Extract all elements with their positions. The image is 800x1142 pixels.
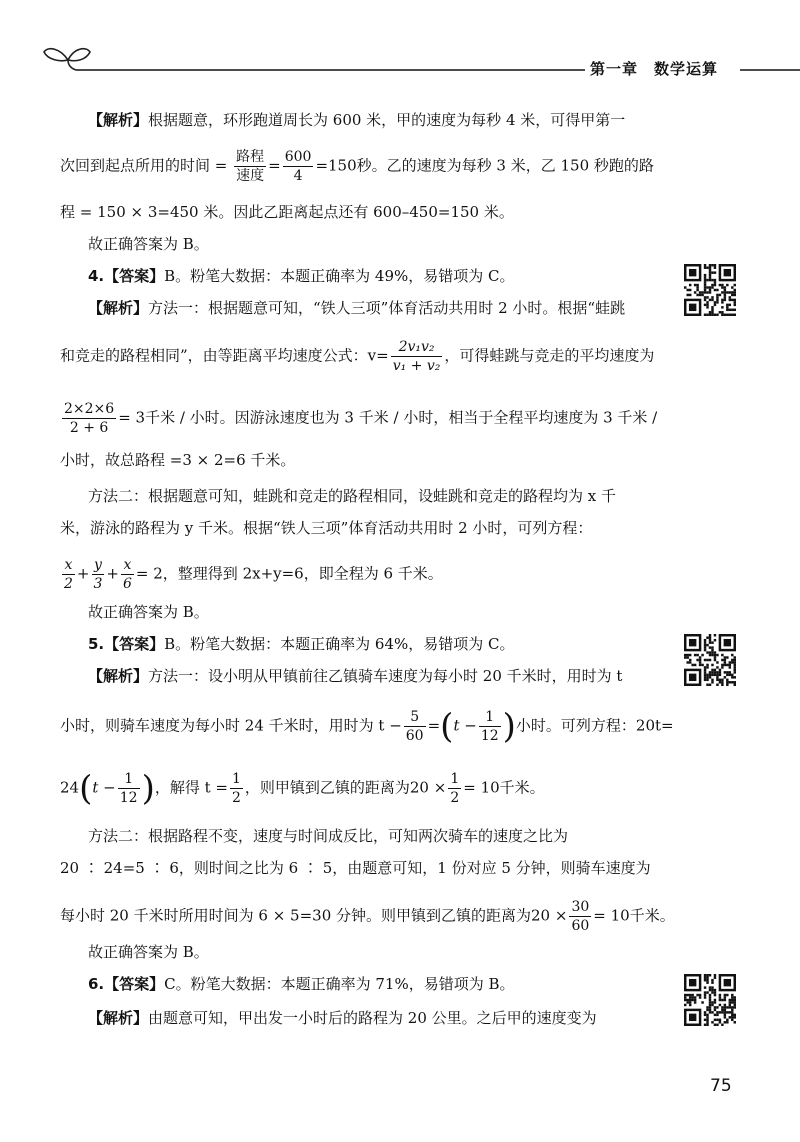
fraction xyxy=(230,770,243,807)
numerator: 1 xyxy=(479,708,501,727)
text-span: = 10千米。 xyxy=(463,778,545,797)
text-line xyxy=(88,1008,597,1028)
text-span: = 2，整理得到 2x+y=6，即全程为 6 千米。 xyxy=(135,564,443,583)
text-span: B。粉笔大数据：本题正确率为 64%，易错项为 C。 xyxy=(164,635,515,653)
numerator: 5 xyxy=(404,708,426,727)
text-line: 故正确答案为 B。 xyxy=(88,603,209,621)
fraction xyxy=(118,770,140,807)
text-line xyxy=(60,400,657,437)
text-span: t − xyxy=(92,778,116,797)
fraction xyxy=(234,148,266,185)
text-line xyxy=(60,556,443,593)
qr-code-icon[interactable] xyxy=(684,634,736,686)
denominator: 速度 xyxy=(236,168,265,184)
paren-right: ) xyxy=(502,706,516,747)
text-span: = 3千米 / 小时。因游泳速度也为 3 千米 / 小时，相当于全程平均速度为 3 千米 / xyxy=(118,408,658,427)
fraction xyxy=(404,708,426,745)
denominator: 12 xyxy=(480,728,499,744)
denominator: 2 xyxy=(231,790,241,806)
sprout-icon xyxy=(44,49,90,70)
text-line xyxy=(60,708,674,745)
text-line xyxy=(88,266,515,286)
fraction xyxy=(448,770,461,807)
text-span: = xyxy=(427,716,441,735)
paren-right: ) xyxy=(141,768,155,809)
numerator: 2×2×6 xyxy=(64,401,115,417)
denominator: 4 xyxy=(293,168,303,184)
text-span: =150秒。乙的速度为每秒 3 米，乙 150 秒跑的路 xyxy=(315,156,654,175)
paren-left: ( xyxy=(79,768,93,809)
numerator: 600 xyxy=(284,149,312,165)
fraction xyxy=(121,556,134,593)
text-span: 由题意可知，甲出发一小时后的路程为 20 公里。之后甲的速度变为 xyxy=(148,1009,597,1027)
denominator: 2 + 6 xyxy=(69,420,109,436)
text-span: ，可得蛙跳与竞走的平均速度为 xyxy=(444,346,655,365)
denominator: v₁ + v₂ xyxy=(392,358,441,374)
fraction xyxy=(62,556,75,593)
text-line: 20 ∶ 24=5 ∶ 6，则时间之比为 6 ∶ 5，由题意可知，1 份对应 5 分钟，则骑车速度为 xyxy=(60,859,651,877)
numerator: 1 xyxy=(450,771,460,787)
denominator: 60 xyxy=(571,918,590,934)
answer-label: 6.【答案】 xyxy=(88,975,165,993)
numerator: 1 xyxy=(231,771,241,787)
text-span: t − xyxy=(453,716,477,735)
page-header xyxy=(0,0,800,90)
text-span: + xyxy=(76,564,90,583)
numerator: x xyxy=(62,556,75,575)
analysis-label: 【解析】 xyxy=(88,1009,149,1027)
analysis-label: 【解析】 xyxy=(88,111,149,129)
numerator: x xyxy=(121,556,134,575)
numerator: 路程 xyxy=(236,149,265,165)
text-line xyxy=(60,148,654,185)
text-span: 24 xyxy=(60,778,80,797)
text-span: 小时，则骑车速度为每小时 24 千米时，用时为 t − xyxy=(60,716,402,735)
text-span: 每小时 20 千米时所用时间为 6 × 5=30 分钟。则甲镇到乙镇的距离为20 × xyxy=(60,906,568,925)
text-line xyxy=(60,338,654,375)
numerator: 1 xyxy=(118,770,140,789)
numerator: 30 xyxy=(571,899,590,915)
text-span: B。粉笔大数据：本题正确率为 49%，易错项为 C。 xyxy=(164,267,515,285)
text-line: 方法二：根据题意可知，蛙跳和竞走的路程相同，设蛙跳和竞走的路程均为 x 千 xyxy=(88,487,616,505)
qr-code-icon[interactable] xyxy=(684,264,736,316)
text-line xyxy=(88,666,622,686)
text-line xyxy=(88,974,515,994)
text-span: ，则甲镇到乙镇的距离为20 × xyxy=(244,778,447,797)
text-line: 米，游泳的路程为 y 千米。根据“铁人三项”体育活动共用时 2 小时，可列方程： xyxy=(60,519,593,537)
chapter-title: 第一章 数学运算 xyxy=(590,60,719,78)
fraction xyxy=(92,556,105,593)
text-line: 小时，故总路程 =3 × 2=6 千米。 xyxy=(60,451,296,469)
analysis-label: 【解析】 xyxy=(88,667,149,685)
denominator: 2 xyxy=(450,790,460,806)
text-line xyxy=(88,110,625,130)
text-line: 方法二：根据路程不变，速度与时间成反比，可知两次骑车的速度之比为 xyxy=(88,827,569,845)
text-span: C。粉笔大数据：本题正确率为 71%，易错项为 B。 xyxy=(164,975,515,993)
qr-code-icon[interactable] xyxy=(684,974,736,1026)
page-number: 75 xyxy=(710,1076,732,1096)
text-line xyxy=(60,770,545,807)
text-span: = xyxy=(268,156,281,175)
fraction xyxy=(283,148,314,185)
text-span: 根据题意，环形跑道周长为 600 米，甲的速度为每秒 4 米，可得甲第一 xyxy=(148,111,626,129)
text-span: 方法一：设小明从甲镇前往乙镇骑车速度为每小时 20 千米时，用时为 t xyxy=(148,667,623,685)
text-line xyxy=(88,298,625,318)
text-line: 故正确答案为 B。 xyxy=(88,235,209,253)
text-span: 次回到起点所用的时间 = xyxy=(60,156,228,175)
denominator: 12 xyxy=(119,790,138,806)
numerator: y xyxy=(92,556,105,575)
answer-label: 5.【答案】 xyxy=(88,635,165,653)
denominator: 60 xyxy=(405,728,424,744)
fraction xyxy=(391,338,443,375)
answer-label: 4.【答案】 xyxy=(88,267,165,285)
text-span: + xyxy=(106,564,119,583)
text-line xyxy=(60,898,675,935)
fraction xyxy=(479,708,501,745)
text-line: 程 = 150 × 3=450 米。因此乙距离起点还有 600–450=150 米。 xyxy=(60,203,514,221)
numerator: 2v₁v₂ xyxy=(391,338,443,357)
text-span: 和竞走的路程相同”，由等距离平均速度公式：v= xyxy=(60,346,389,365)
text-span: 小时。可列方程：20t= xyxy=(515,716,674,735)
denominator: 3 xyxy=(93,576,103,592)
text-line xyxy=(88,634,515,654)
denominator: 2 xyxy=(64,576,73,592)
text-span: ，解得 t = xyxy=(154,778,228,797)
text-span: 方法一：根据题意可知，“铁人三项”体育活动共用时 2 小时。根据“蛙跳 xyxy=(148,299,626,317)
text-line: 故正确答案为 B。 xyxy=(88,943,209,961)
fraction xyxy=(569,898,591,935)
analysis-label: 【解析】 xyxy=(88,299,149,317)
text-span: = 10千米。 xyxy=(593,906,675,925)
paren-left: ( xyxy=(440,706,454,747)
fraction xyxy=(62,400,116,437)
denominator: 6 xyxy=(123,576,132,592)
